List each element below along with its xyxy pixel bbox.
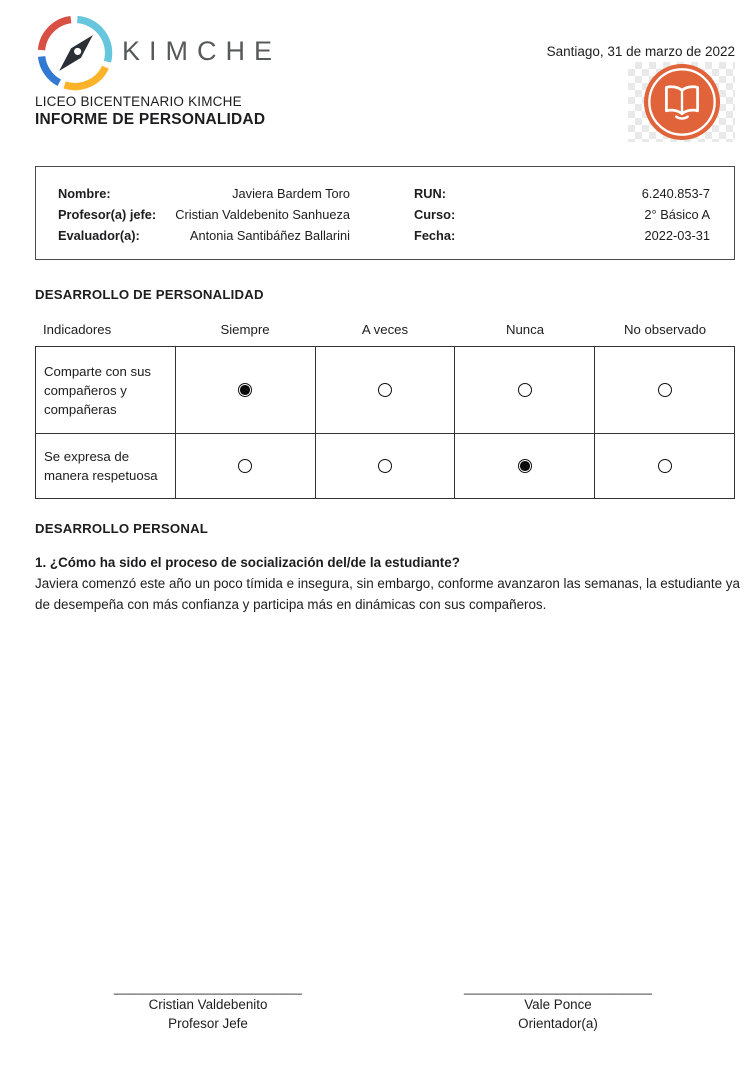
column-header-a-veces: A veces bbox=[361, 322, 409, 337]
student-info-right-column bbox=[414, 183, 710, 259]
radio-cell-siempre bbox=[175, 434, 315, 499]
student-info-left-column bbox=[58, 183, 350, 259]
personality-section-title: DESARROLLO DE PERSONALIDAD bbox=[35, 287, 264, 302]
radio-cell-nunca bbox=[455, 347, 595, 434]
signature-block-profesor-jefe bbox=[108, 981, 308, 1033]
radio-cell-a-veces bbox=[315, 434, 455, 499]
radio-empty-icon bbox=[658, 459, 672, 473]
personal-section-title: DESARROLLO PERSONAL bbox=[35, 521, 209, 536]
place-date: Santiago, 31 de marzo de 2022 bbox=[546, 44, 735, 59]
signature-name: Vale Ponce bbox=[524, 997, 592, 1012]
compass-icon bbox=[33, 11, 117, 95]
column-header-indicadores: Indicadores bbox=[43, 322, 112, 337]
radio-empty-icon bbox=[658, 383, 672, 397]
brand-wordmark: KIMCHE bbox=[122, 36, 282, 66]
radio-empty-icon bbox=[518, 383, 532, 397]
signature-role: Orientador(a) bbox=[518, 1016, 598, 1031]
column-header-siempre: Siempre bbox=[220, 322, 270, 337]
kimche-logo bbox=[33, 11, 117, 95]
personality-table-row bbox=[36, 434, 735, 499]
answer-1: Javiera comenzó este año un poco tímida e insegura, sin embargo, conforme avanzaron las semanas, la estudiante ya de desempeña con más confianza y participa más en dinámicas con sus compañeros. bbox=[35, 576, 740, 612]
info-row-profesor-jefe bbox=[58, 204, 350, 225]
radio-cell-siempre bbox=[175, 347, 315, 434]
school-logo-badge bbox=[628, 62, 735, 142]
personality-table bbox=[35, 346, 735, 499]
signature-block-orientador bbox=[458, 981, 658, 1033]
info-label: Curso: bbox=[414, 207, 456, 222]
info-label: Fecha: bbox=[414, 228, 456, 243]
indicator-cell: Se expresa de manera respetuosa bbox=[36, 434, 176, 499]
info-row-run bbox=[414, 183, 710, 204]
report-title: INFORME DE PERSONALIDAD bbox=[35, 111, 266, 128]
student-info-box bbox=[35, 166, 735, 260]
radio-empty-icon bbox=[238, 459, 252, 473]
signature-role: Profesor Jefe bbox=[168, 1016, 248, 1031]
info-row-nombre bbox=[58, 183, 350, 204]
open-book-icon bbox=[643, 63, 721, 141]
radio-selected-icon bbox=[518, 459, 532, 473]
radio-empty-icon bbox=[378, 383, 392, 397]
info-value: 6.240.853-7 bbox=[641, 186, 710, 201]
radio-cell-no-observado bbox=[595, 434, 735, 499]
signature-line: __________________________ bbox=[114, 980, 302, 995]
info-label: Nombre: bbox=[58, 186, 111, 201]
info-value: Antonia Santibáñez Ballarini bbox=[189, 228, 350, 243]
signature-name: Cristian Valdebenito bbox=[148, 997, 268, 1012]
info-value: Javiera Bardem Toro bbox=[232, 186, 350, 201]
personality-table-row bbox=[36, 347, 735, 434]
school-name: LICEO BICENTENARIO KIMCHE bbox=[35, 94, 242, 109]
column-header-no-observado: No observado bbox=[623, 322, 707, 337]
column-header-nunca: Nunca bbox=[505, 322, 545, 337]
info-label: Evaluador(a): bbox=[58, 228, 140, 243]
radio-cell-nunca bbox=[455, 434, 595, 499]
radio-selected-icon bbox=[238, 383, 252, 397]
question-1: 1. ¿Cómo ha sido el proceso de socialización del/de la estudiante? bbox=[35, 555, 460, 570]
info-label: Profesor(a) jefe: bbox=[58, 207, 157, 222]
signature-line: __________________________ bbox=[464, 980, 652, 995]
indicator-cell: Comparte con sus compañeros y compañeras bbox=[36, 347, 176, 434]
personality-table-header bbox=[35, 322, 735, 337]
info-value: Cristian Valdebenito Sanhueza bbox=[175, 207, 350, 222]
radio-cell-a-veces bbox=[315, 347, 455, 434]
radio-cell-no-observado bbox=[595, 347, 735, 434]
info-row-fecha bbox=[414, 225, 710, 246]
info-value: 2° Básico A bbox=[644, 207, 710, 222]
info-label: RUN: bbox=[414, 186, 446, 201]
info-row-evaluador bbox=[58, 225, 350, 246]
radio-empty-icon bbox=[378, 459, 392, 473]
info-row-curso bbox=[414, 204, 710, 225]
info-value: 2022-03-31 bbox=[644, 228, 710, 243]
